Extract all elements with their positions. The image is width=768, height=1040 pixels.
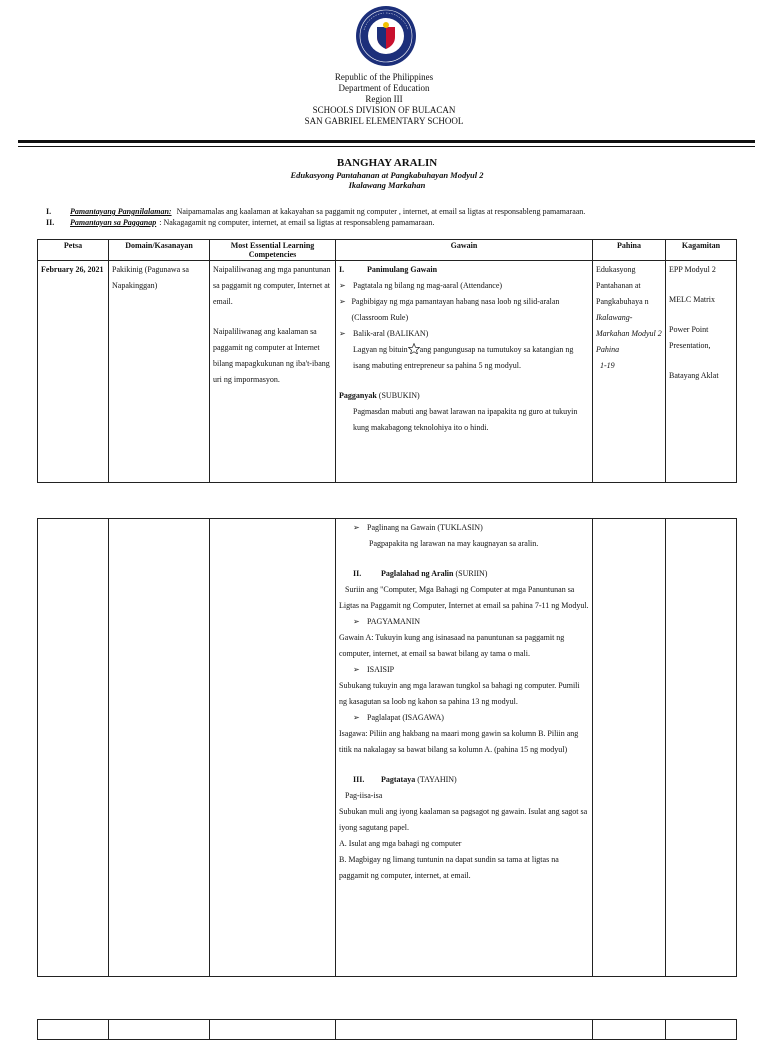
- section-title: Paglalahad ng Aralin: [381, 569, 454, 578]
- cell-gawain: [336, 261, 593, 483]
- lesson-plan-table: [37, 239, 737, 483]
- section-tag: (TAYAHIN): [415, 775, 457, 784]
- cell-melc: [210, 261, 336, 483]
- section-number: I.: [339, 265, 345, 274]
- deped-seal-icon: [355, 5, 417, 67]
- arrow-bullet-icon: ➢: [339, 297, 346, 306]
- objective-number: II.: [46, 218, 55, 227]
- section-title: Pagtataya: [381, 775, 416, 784]
- balikan-text-post: ang pangungusap na tumutukoy sa katangian ng isang mabuting entrepreneur sa pahina 5 ng modyul.: [353, 345, 574, 370]
- section-tag: (SURIIN): [453, 569, 488, 578]
- melc-text: Naipaliliwanag ang mga panuntunan sa paggamit ng computer, Internet at email.: [213, 265, 331, 306]
- table-header-row: [38, 240, 737, 261]
- cell-kagamitan: [666, 519, 737, 977]
- table-row: [38, 519, 737, 977]
- kagamitan-item: MELC Matrix: [669, 295, 715, 304]
- lesson-title-block: [0, 157, 768, 190]
- isagawa-text: Isagawa: Piliin ang hakbang na maari mong gawin sa kolumn B. Piliin ang titik na nakalagay sa bawat bilang sa kolumn A. (pahina 15 ng modyul): [339, 729, 579, 754]
- table-row: [38, 261, 737, 483]
- objectives: [46, 206, 766, 228]
- cell-pahina: [593, 261, 666, 483]
- tuklasin-text: Pagpapakita ng larawan na may kaugnayan sa aralin.: [369, 539, 539, 548]
- objective-text: Naipamamalas ang kaalaman at kakayahan sa paggamit ng computer , internet, at email sa ligtas at responsableng pamamaraan.: [176, 207, 586, 216]
- section-number: II.: [353, 569, 362, 578]
- isaisip-label: ISAISIP: [367, 665, 395, 674]
- cell-melc: [210, 519, 336, 977]
- arrow-bullet-icon: ➢: [353, 713, 360, 722]
- table-row: [38, 1020, 737, 1040]
- objective-item: [46, 217, 766, 228]
- cell-gawain: [336, 519, 593, 977]
- objective-number: I.: [46, 207, 52, 216]
- column-header-domain: Domain/Kasanayan: [109, 240, 210, 261]
- task-item: A. Isulat ang mga bahagi ng computer: [339, 839, 462, 848]
- column-header-melc: Most Essential Learning Competencies: [210, 240, 336, 261]
- pag-iisa-label: Pag-iisa-isa: [345, 791, 383, 800]
- objective-label: Pamantayan sa Pagganap: [70, 218, 157, 227]
- isagawa-label: Paglalapat (ISAGAWA): [367, 713, 444, 722]
- pahina-text: Edukasyong Pantahanan at Pangkabuhaya n: [596, 265, 649, 306]
- school-header: [0, 72, 768, 127]
- kagamitan-item: Power Point Presentation,: [669, 325, 711, 350]
- arrow-bullet-icon: ➢: [353, 665, 360, 674]
- pagganyak-text: Pagmasdan mabuti ang bawat larawan na ipapakita ng guro at tukuyin kung makabagong teknolohiya ito o hindi.: [353, 407, 578, 432]
- pahina-pages: 1-19: [600, 361, 615, 370]
- cell-domain: [109, 519, 210, 977]
- arrow-bullet-icon: ➢: [339, 281, 346, 290]
- column-header-kagamitan: Kagamitan: [666, 240, 737, 261]
- header-line: Region III: [365, 94, 403, 104]
- header-rule-thin: [18, 146, 755, 147]
- header-line: SCHOOLS DIVISION OF BULACAN: [312, 105, 456, 115]
- column-header-pahina: Pahina: [593, 240, 666, 261]
- column-header-petsa: Petsa: [38, 240, 109, 261]
- lesson-quarter: Ikalawang Markahan: [348, 180, 426, 190]
- cell-petsa: [38, 519, 109, 977]
- kagamitan-item: EPP Modyul 2: [669, 265, 716, 274]
- cell-kagamitan: [666, 261, 737, 483]
- pagganyak-label: Pagganyak: [339, 391, 377, 400]
- cell-domain: Pakikinig (Pagunawa sa Napakinggan): [109, 261, 210, 483]
- arrow-bullet-icon: ➢: [339, 329, 346, 338]
- lesson-plan-table-next: [37, 1019, 737, 1040]
- isaisip-text: Subukang tukuyin ang mga larawan tungkol sa bahagi ng computer. Pumili ng kasagutan sa loob ng kahon sa pahina 13 ng modyul.: [339, 681, 580, 706]
- tuklasin-label: Paglinang na Gawain (TUKLASIN): [367, 523, 483, 532]
- pagyamanin-label: PAGYAMANIN: [367, 617, 421, 626]
- objective-label: Pamantayang Pangnilalaman:: [70, 207, 172, 216]
- cell-pahina: [593, 519, 666, 977]
- lesson-title: BANGHAY ARALIN: [336, 157, 438, 169]
- tayahin-text: Subukan muli ang iyong kaalaman sa pagsagot ng gawain. Isulat ang sagot sa iyong sagutang papel.: [339, 807, 588, 832]
- list-item: Pagtatala ng bilang ng mag-aaral (Attendance): [353, 281, 503, 290]
- arrow-bullet-icon: ➢: [353, 617, 360, 626]
- suriin-text: Suriin ang "Computer, Mga Bahagi ng Computer at mga Panuntunan sa Ligtas na Paggamit ng Computer, Internet at email sa pahina 7-11 ng Modyul.: [339, 585, 589, 610]
- lesson-subject: Edukasyong Pantahanan at Pangkabuhayan Modyul 2: [290, 170, 484, 180]
- balikan-text-pre: Lagyan ng bituin: [353, 345, 408, 354]
- kagamitan-item: Batayang Aklat: [669, 371, 719, 380]
- pagganyak-tag: (SUBUKIN): [376, 391, 420, 400]
- column-header-gawain: Gawain: [336, 240, 593, 261]
- list-item: Balik-aral (BALIKAN): [353, 329, 429, 338]
- star-icon: [408, 343, 420, 354]
- melc-text: Naipaliliwanag ang kaalaman sa paggamit ng computer at Internet bilang mapagkukunan ng iba't-ibang uri ng impormasyon.: [213, 327, 330, 384]
- lesson-plan-table-continued: [37, 518, 737, 977]
- header-line: SAN GABRIEL ELEMENTARY SCHOOL: [304, 116, 464, 126]
- header-line: Republic of the Philippines: [334, 72, 434, 82]
- pagyamanin-text: Gawain A: Tukuyin kung ang isinasaad na panuntunan sa paggamit ng computer, internet, at email sa bawat bilang ay tama o mali.: [339, 633, 565, 658]
- section-number: III.: [353, 775, 365, 784]
- pahina-text: Ikalawang- Markahan Modyul 2 Pahina: [596, 313, 662, 354]
- cell-petsa: February 26, 2021: [38, 261, 109, 483]
- section-title: Panimulang Gawain: [367, 265, 438, 274]
- header-rule-thick: [18, 140, 755, 143]
- task-item: B. Magbigay ng limang tuntunin na dapat sundin sa tama at ligtas na paggamit ng computer, internet, at email.: [339, 855, 559, 880]
- header-line: Department of Education: [338, 83, 430, 93]
- arrow-bullet-icon: ➢: [353, 523, 360, 532]
- list-item: Pagbibigay ng mga pamantayan habang nasa loob ng silid-aralan (Classroom Rule): [351, 297, 560, 322]
- objective-text: : Nakagagamit ng computer, internet, at email sa ligtas at responsableng pamamaraan.: [159, 218, 435, 227]
- objective-item: [46, 206, 766, 217]
